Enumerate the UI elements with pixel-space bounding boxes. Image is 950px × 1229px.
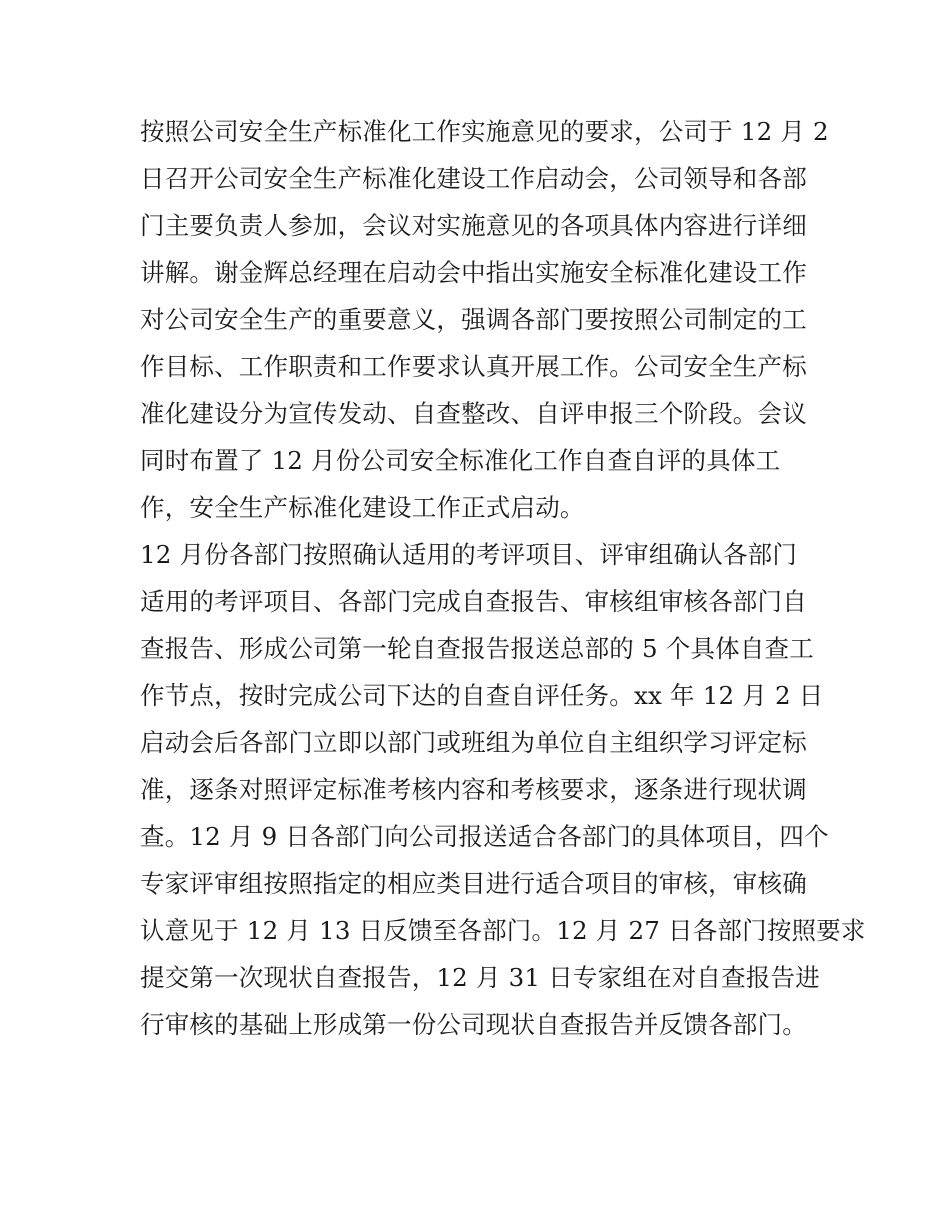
- text-line: 作，安全生产标准化建设工作正式启动。: [140, 493, 585, 522]
- text-line: 查报告、形成公司第一轮自查报告报送总部的 5 个具体自查工: [140, 634, 814, 663]
- text-line: 专家评审组按照指定的相应类目进行适合项目的审核，审核确: [140, 869, 807, 898]
- text-line: 作目标、工作职责和工作要求认真开展工作。公司安全生产标: [140, 352, 807, 381]
- text-line: 对公司安全生产的重要意义，强调各部门要按照公司制定的工: [140, 305, 807, 334]
- text-line: 按照公司安全生产标准化工作实施意见的要求，公司于 12 月 2: [140, 117, 829, 146]
- text-line: 讲解。谢金辉总经理在启动会中指出实施安全标准化建设工作: [140, 258, 807, 287]
- text-line: 日召开公司安全生产标准化建设工作启动会，公司领导和各部: [140, 164, 807, 193]
- text-line: 行审核的基础上形成第一份公司现状自查报告并反馈各部门。: [140, 1010, 807, 1039]
- text-line: 门主要负责人参加，会议对实施意见的各项具体内容进行详细: [140, 211, 807, 240]
- text-line: 适用的考评项目、各部门完成自查报告、审核组审核各部门自: [140, 587, 807, 616]
- body-text: [140, 108, 866, 1048]
- text-line: 查。12 月 9 日各部门向公司报送适合各部门的具体项目，四个: [140, 822, 829, 851]
- text-line: 准化建设分为宣传发动、自查整改、自评申报三个阶段。会议: [140, 399, 807, 428]
- text-line: 12 月份各部门按照确认适用的考评项目、评审组确认各部门: [140, 540, 798, 569]
- text-line: 准，逐条对照评定标准考核内容和考核要求，逐条进行现状调: [140, 775, 807, 804]
- text-line: 认意见于 12 月 13 日反馈至各部门。12 月 27 日各部门按照要求: [140, 916, 866, 945]
- text-line: 同时布置了 12 月份公司安全标准化工作自查自评的具体工: [140, 446, 781, 475]
- text-line: 作节点，按时完成公司下达的自查自评任务。xx 年 12 月 2 日: [140, 681, 824, 710]
- text-line: 提交第一次现状自查报告，12 月 31 日专家组在对自查报告进: [140, 963, 820, 992]
- text-line: 启动会后各部门立即以部门或班组为单位自主组织学习评定标: [140, 728, 807, 757]
